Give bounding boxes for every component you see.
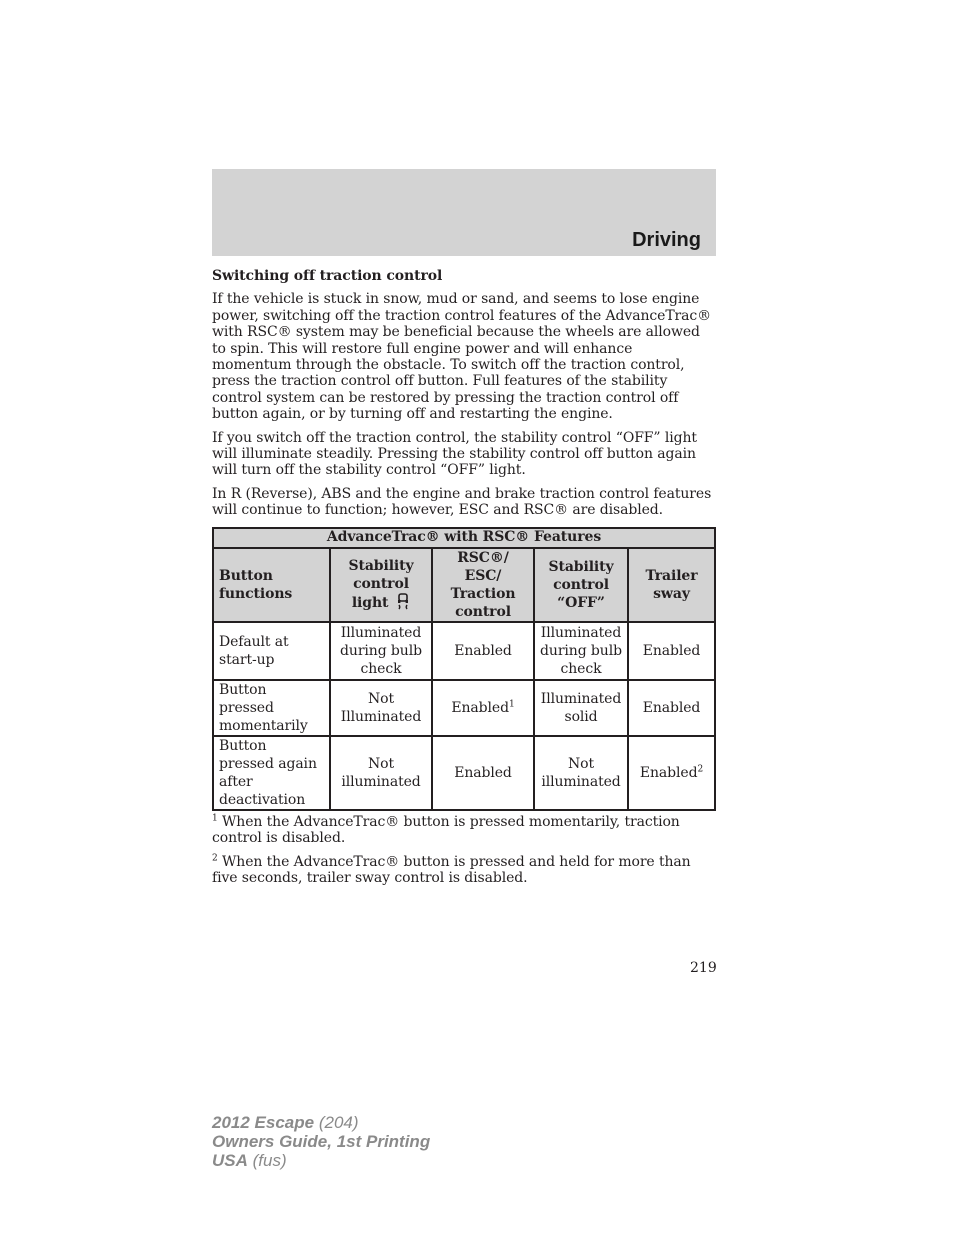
cell-rsc-value: Enabled: [451, 699, 509, 716]
section-heading: Switching off traction control: [212, 268, 443, 284]
cell-trailer: [628, 736, 715, 810]
table-row: [213, 622, 715, 680]
footnote-mark: 2: [212, 852, 218, 863]
paragraph: If you switch off the traction control, the stability control “OFF” light will illuminate steadily. Pressing the stability control off button again will turn off the stability control “OFF” light.: [212, 429, 697, 479]
cell-rsc-value: Enabled: [454, 642, 512, 659]
footnote-mark: 1: [212, 813, 218, 824]
cell-off: Illuminated during bulb check: [534, 622, 628, 680]
header-stability-off: Stability control “OFF”: [534, 548, 628, 622]
header-stability-light: [330, 548, 432, 622]
paragraph: In R (Reverse), ABS and the engine and brake traction control features will continue to function; however, ESC and RSC® are disabled.: [212, 485, 712, 519]
page-content: [212, 268, 716, 893]
cell-trailer: [628, 622, 715, 680]
header-trailer-sway: Trailer sway: [628, 548, 715, 622]
cell-light: Not illuminated: [330, 736, 432, 810]
skidding-car-icon: [396, 593, 410, 611]
document-footer: [212, 1113, 430, 1170]
page-number: 219: [690, 960, 717, 976]
cell-rsc: [432, 680, 534, 736]
footer-model: 2012 Escape: [212, 1113, 315, 1132]
footer-line-guide: [212, 1132, 430, 1151]
cell-rsc-value: Enabled: [454, 764, 512, 781]
footnote: [212, 854, 716, 887]
footnote-ref: 2: [697, 764, 704, 775]
cell-trailer-value: Enabled: [639, 764, 698, 781]
cell-function: Button pressed again after deactivation: [213, 736, 330, 810]
cell-function: Default at start-up: [213, 622, 330, 680]
header-rsc-esc: RSC®/ ESC/ Traction control: [432, 548, 534, 622]
cell-light: Not Illuminated: [330, 680, 432, 736]
cell-trailer-value: Enabled: [642, 699, 701, 716]
table-title-row: [213, 528, 715, 548]
footer-region: USA: [212, 1151, 248, 1170]
cell-function: Button pressed momentarily: [213, 680, 330, 736]
footer-guide: Owners Guide, 1st Printing: [212, 1132, 431, 1151]
header-button-functions: Button functions: [213, 548, 330, 622]
footer-model-code: (204): [318, 1113, 359, 1132]
features-table: [212, 527, 716, 811]
cell-trailer: [628, 680, 715, 736]
section-title: Driving: [632, 229, 701, 251]
cell-off: Illuminated solid: [534, 680, 628, 736]
cell-off: Not illuminated: [534, 736, 628, 810]
table-row: [213, 736, 715, 810]
footer-line-model: [212, 1113, 430, 1132]
cell-light: Illuminated during bulb check: [330, 622, 432, 680]
table-row: [213, 680, 715, 736]
footnote-text: When the AdvanceTrac® button is pressed momentarily, traction control is disabled.: [212, 813, 680, 847]
column-header-row: [213, 548, 715, 622]
footer-line-region: [212, 1151, 430, 1170]
cell-rsc: [432, 736, 534, 810]
paragraph: If the vehicle is stuck in snow, mud or sand, and seems to lose engine power, switching off the traction control features of the AdvanceTrac® with RSC® system may be beneficial because the wheels are allowed to spin. This will restore full engine power and will enhance momentum through the obstacle. To switch off the traction control, press the traction control off button. Full features of the stability control system can be restored by pressing the traction control off button again, or by turning off and restarting the engine.: [212, 291, 712, 423]
header-stability-light-label: Stability control light: [348, 558, 414, 612]
footnote: [212, 814, 716, 847]
footnote-text: When the AdvanceTrac® button is pressed and held for more than five seconds, trailer sway control is disabled.: [212, 853, 691, 886]
footnote-ref: 1: [508, 699, 515, 710]
section-header-band: [212, 169, 716, 256]
footer-region-code: (fus): [252, 1151, 287, 1170]
table-title: AdvanceTrac® with RSC® Features: [213, 528, 715, 548]
cell-trailer-value: Enabled: [642, 642, 701, 659]
cell-rsc: [432, 622, 534, 680]
